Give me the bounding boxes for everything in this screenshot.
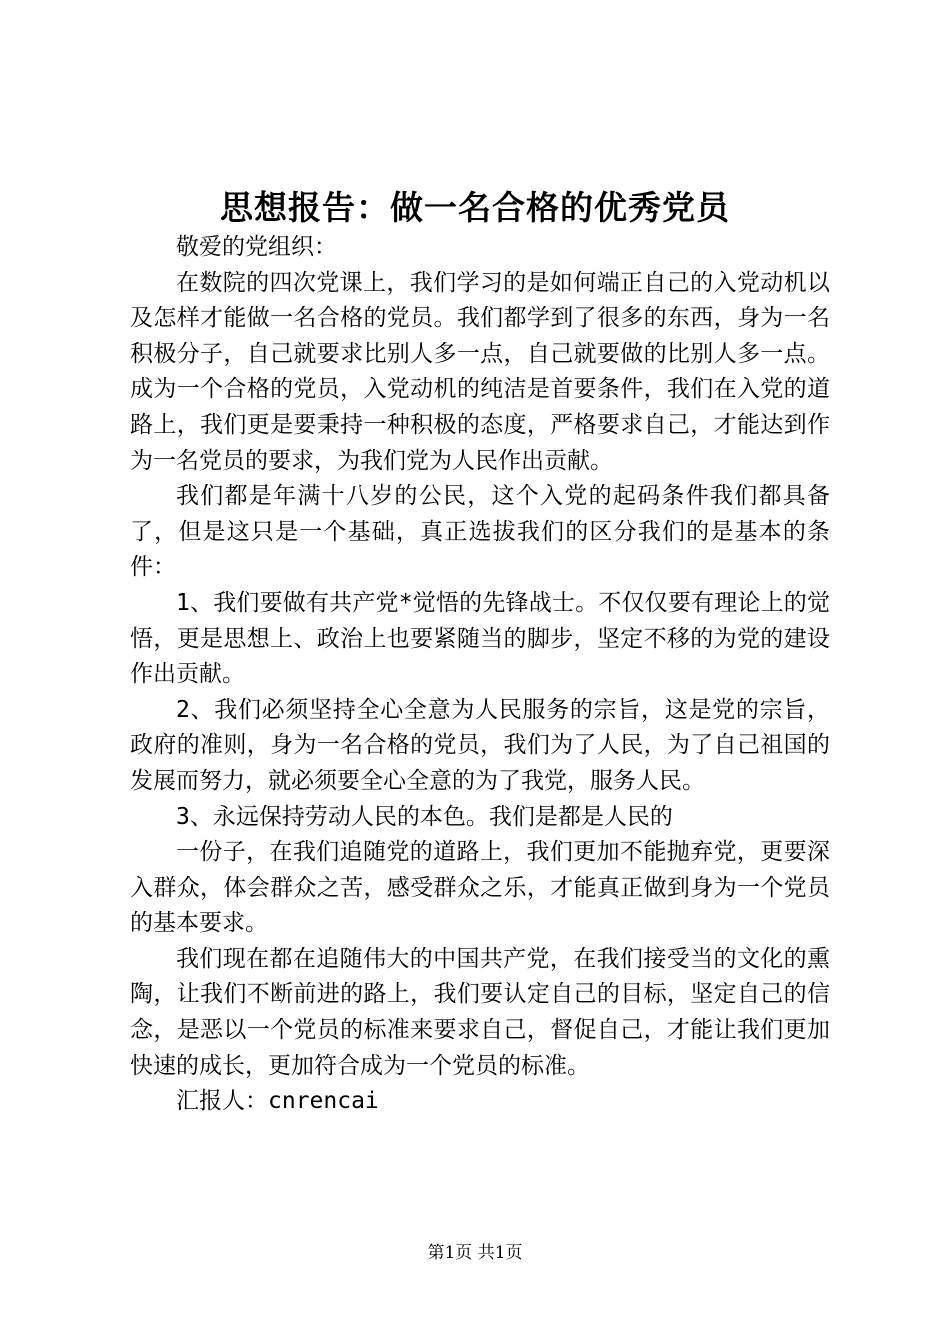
page-footer: 第1页 共1页	[427, 1243, 523, 1263]
document-body	[130, 230, 830, 1120]
numbered-paragraph: 2、我们必须坚持全心全意为人民服务的宗旨，这是党的宗旨，政府的准则，身为一名合格的党员，我们为了人民，为了自己祖国的发展而努力，就必须要全心全意的为了我党，服务人民。	[130, 696, 830, 794]
body-paragraph: 我们都是年满十八岁的公民，这个入党的起码条件我们都具备了，但是这只是一个基础，真正选拔我们的区分我们的是基本的条件：	[130, 483, 830, 581]
body-paragraph: 一份子，在我们追随党的道路上，我们更加不能抛弃党，更要深入群众，体会群众之苦，感受群众之乐，才能真正做到身为一个党员的基本要求。	[130, 839, 830, 937]
numbered-paragraph: 1、我们要做有共产党*觉悟的先锋战士。不仅仅要有理论上的觉悟，更是思想上、政治上也要紧随当的脚步，坚定不移的为党的建设作出贡献。	[130, 589, 830, 688]
signature: 汇报人：cnrencai	[176, 1088, 379, 1115]
body-paragraph: 我们现在都在追随伟大的中国共产党，在我们接受当的文化的熏陶，让我们不断前进的路上，我们要认定自己的目标，坚定自己的信念，是恶以一个党员的标准来要求自己，督促自己，才能让我们更加快速的成长，更加符合成为一个党员的标准。	[130, 945, 830, 1079]
document-title: 思想报告：做一名合格的优秀党员	[220, 188, 730, 227]
body-paragraph: 在数院的四次党课上，我们学习的是如何端正自己的入党动机以及怎样才能做一名合格的党员。我们都学到了很多的东西，身为一名积极分子，自己就要求比别人多一点，自己就要做的比别人多一点。成为一个合格的党员，入党动机的纯洁是首要条件，我们在入党的道路上，我们更是要秉持一种积极的态度，严格要求自己，才能达到作为一名党员的要求，为我们党为人民作出贡献。	[130, 269, 830, 474]
salutation: 敬爱的党组织：	[176, 234, 337, 260]
numbered-paragraph: 3、永远保持劳动人民的本色。我们是都是人民的	[176, 803, 673, 830]
